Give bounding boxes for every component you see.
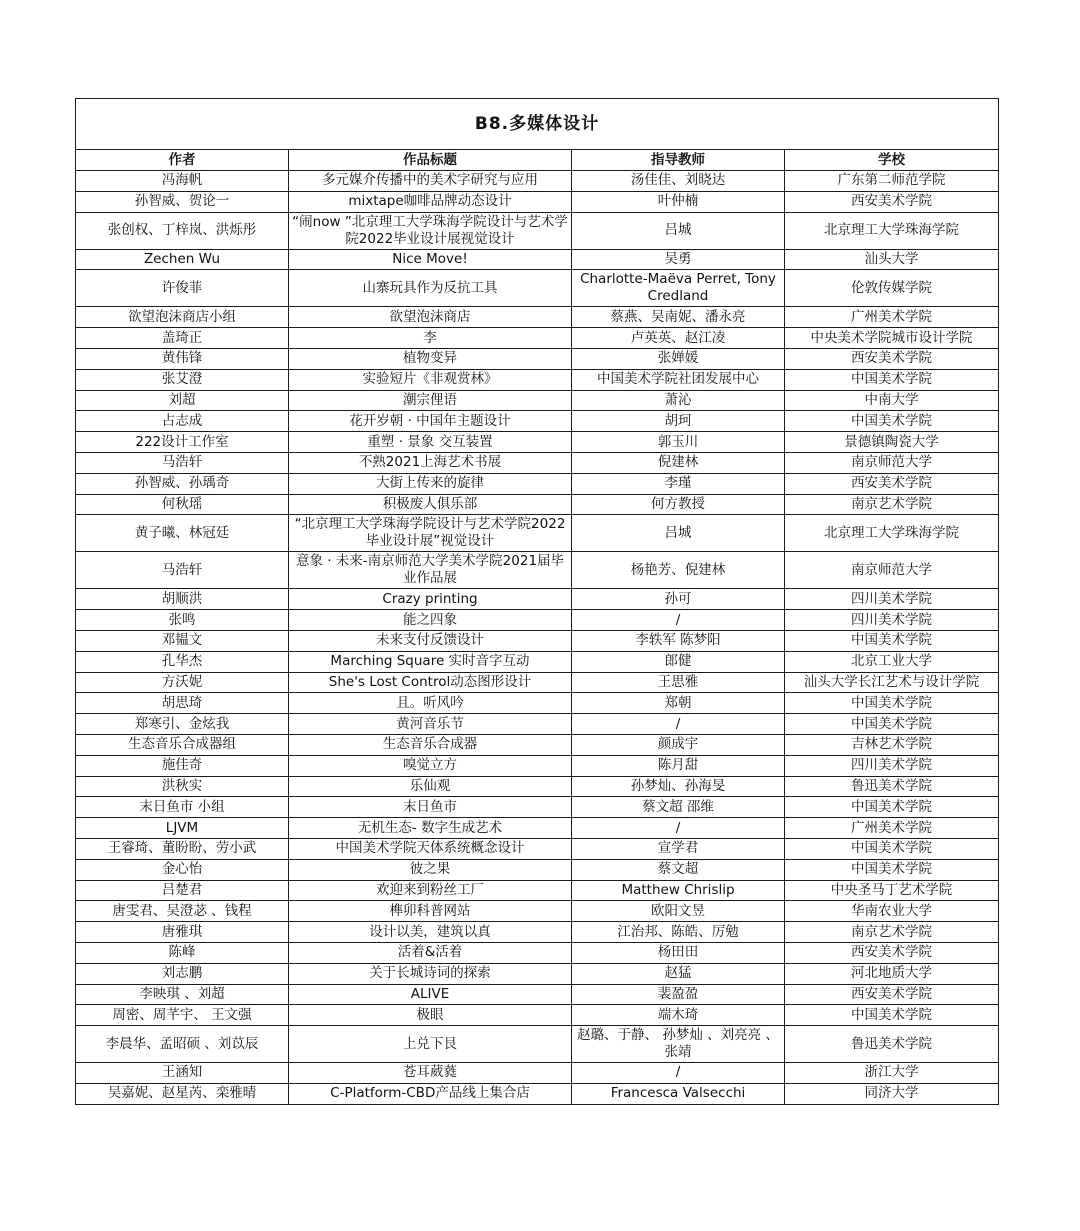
- advisor-cell: 吕城: [572, 212, 785, 249]
- school-cell: 河北地质大学: [785, 963, 999, 984]
- column-header-school: 学校: [785, 150, 999, 171]
- table-row: [76, 1083, 999, 1104]
- author-cell: 孙智威、孙瑀奇: [76, 473, 289, 494]
- author-cell: 周密、周芊宇、 王文强: [76, 1005, 289, 1026]
- author-cell: 金心怡: [76, 859, 289, 880]
- work-title-cell: 黄河音乐节: [289, 714, 572, 735]
- author-cell: 马浩轩: [76, 452, 289, 473]
- author-cell: 占志成: [76, 411, 289, 432]
- school-cell: 西安美术学院: [785, 473, 999, 494]
- school-cell: 北京理工大学珠海学院: [785, 212, 999, 249]
- table-row: [76, 880, 999, 901]
- school-cell: 南京师范大学: [785, 552, 999, 589]
- advisor-cell: 张婵媛: [572, 348, 785, 369]
- table-row: [76, 797, 999, 818]
- work-title-cell: 花开岁朝 · 中国年主题设计: [289, 411, 572, 432]
- table-row: [76, 348, 999, 369]
- table-row: [76, 552, 999, 589]
- work-title-cell: 嗅觉立方: [289, 755, 572, 776]
- school-cell: 中国美术学院: [785, 693, 999, 714]
- advisor-cell: 杨艳芳、倪建林: [572, 552, 785, 589]
- advisor-cell: 孙梦灿、孙海旻: [572, 776, 785, 797]
- school-cell: 广州美术学院: [785, 818, 999, 839]
- author-cell: 王睿琦、董盼盼、劳小武: [76, 838, 289, 859]
- school-cell: 南京艺术学院: [785, 494, 999, 515]
- school-cell: 四川美术学院: [785, 589, 999, 610]
- advisor-cell: 吴勇: [572, 249, 785, 270]
- work-title-cell: 欲望泡沫商店: [289, 307, 572, 328]
- author-cell: 孙智威、贺论一: [76, 191, 289, 212]
- work-title-cell: 不熟2021上海艺术书展: [289, 452, 572, 473]
- table-row: [76, 984, 999, 1005]
- school-cell: 景德镇陶瓷大学: [785, 432, 999, 453]
- advisor-cell: 汤佳佳、刘晓达: [572, 171, 785, 192]
- school-cell: 中国美术学院: [785, 369, 999, 390]
- author-cell: 王涵知: [76, 1063, 289, 1084]
- work-title-cell: Crazy printing: [289, 589, 572, 610]
- author-cell: 黄伟锋: [76, 348, 289, 369]
- author-cell: 张鸣: [76, 610, 289, 631]
- advisor-cell: 王思雅: [572, 672, 785, 693]
- advisor-cell: Charlotte-Maëva Perret, Tony Credland: [572, 270, 785, 307]
- table-title: B8.多媒体设计: [76, 99, 999, 150]
- author-cell: 许俊菲: [76, 270, 289, 307]
- author-cell: 李晨华、孟昭硕 、刘苡辰: [76, 1026, 289, 1063]
- author-cell: 邓韫文: [76, 630, 289, 651]
- author-cell: 施佳奇: [76, 755, 289, 776]
- advisor-cell: 郎健: [572, 651, 785, 672]
- table-row: [76, 452, 999, 473]
- author-cell: 盖琦正: [76, 328, 289, 349]
- advisor-cell: 叶仲楠: [572, 191, 785, 212]
- school-cell: 伦敦传媒学院: [785, 270, 999, 307]
- school-cell: 中央圣马丁艺术学院: [785, 880, 999, 901]
- advisor-cell: 赵猛: [572, 963, 785, 984]
- work-title-cell: She's Lost Control动态图形设计: [289, 672, 572, 693]
- work-title-cell: 植物变异: [289, 348, 572, 369]
- advisor-cell: 胡珂: [572, 411, 785, 432]
- table-row: [76, 901, 999, 922]
- author-cell: 刘超: [76, 390, 289, 411]
- work-title-cell: 上兑下艮: [289, 1026, 572, 1063]
- school-cell: 西安美术学院: [785, 984, 999, 1005]
- table-row: [76, 473, 999, 494]
- table-row: [76, 859, 999, 880]
- advisor-cell: 何方教授: [572, 494, 785, 515]
- advisor-cell: /: [572, 610, 785, 631]
- table-row: [76, 838, 999, 859]
- advisor-cell: 吕城: [572, 515, 785, 552]
- table-row: [76, 942, 999, 963]
- author-cell: 吕楚君: [76, 880, 289, 901]
- school-cell: 中国美术学院: [785, 411, 999, 432]
- author-cell: 洪秋实: [76, 776, 289, 797]
- advisor-cell: 颜成宇: [572, 734, 785, 755]
- advisor-cell: 欧阳文昱: [572, 901, 785, 922]
- table-row: [76, 390, 999, 411]
- table-row: [76, 589, 999, 610]
- school-cell: 四川美术学院: [785, 755, 999, 776]
- work-title-cell: 极眼: [289, 1005, 572, 1026]
- school-cell: 广东第二师范学院: [785, 171, 999, 192]
- author-cell: 冯海帆: [76, 171, 289, 192]
- school-cell: 中国美术学院: [785, 859, 999, 880]
- table-row: [76, 922, 999, 943]
- work-title-cell: Marching Square 实时音字互动: [289, 651, 572, 672]
- work-title-cell: 苍耳葳蕤: [289, 1063, 572, 1084]
- table-row: [76, 963, 999, 984]
- work-title-cell: 关于长城诗词的探索: [289, 963, 572, 984]
- table-row: [76, 432, 999, 453]
- school-cell: 华南农业大学: [785, 901, 999, 922]
- work-title-cell: 重塑 · 景象 交互装置: [289, 432, 572, 453]
- header-row: [76, 150, 999, 171]
- advisor-cell: 江治邦、陈皓、厉勉: [572, 922, 785, 943]
- work-title-cell: 乐仙观: [289, 776, 572, 797]
- author-cell: 方沃妮: [76, 672, 289, 693]
- table-row: [76, 515, 999, 552]
- author-cell: 何秋瑶: [76, 494, 289, 515]
- author-cell: 生态音乐合成器组: [76, 734, 289, 755]
- table-row: [76, 672, 999, 693]
- work-title-cell: 能之四象: [289, 610, 572, 631]
- advisor-cell: 中国美术学院社团发展中心: [572, 369, 785, 390]
- work-title-cell: 山寨玩具作为反抗工具: [289, 270, 572, 307]
- advisor-cell: Matthew Chrislip: [572, 880, 785, 901]
- advisor-cell: 孙可: [572, 589, 785, 610]
- work-title-cell: 大街上传来的旋律: [289, 473, 572, 494]
- work-title-cell: 彼之果: [289, 859, 572, 880]
- work-title-cell: 生态音乐合成器: [289, 734, 572, 755]
- school-cell: 西安美术学院: [785, 191, 999, 212]
- work-title-cell: ALIVE: [289, 984, 572, 1005]
- table-row: [76, 714, 999, 735]
- school-cell: 南京师范大学: [785, 452, 999, 473]
- advisor-cell: 陈月甜: [572, 755, 785, 776]
- work-title-cell: 设计以美，建筑以真: [289, 922, 572, 943]
- table-row: [76, 818, 999, 839]
- school-cell: 中南大学: [785, 390, 999, 411]
- work-title-cell: “北京理工大学珠海学院设计与艺术学院2022毕业设计展”视觉设计: [289, 515, 572, 552]
- table-row: [76, 270, 999, 307]
- author-cell: 胡思琦: [76, 693, 289, 714]
- advisor-cell: 裴盈盈: [572, 984, 785, 1005]
- work-title-cell: 榫卯科普网站: [289, 901, 572, 922]
- work-title-cell: 意象 · 未来-南京师范大学美术学院2021届毕业作品展: [289, 552, 572, 589]
- table-row: [76, 328, 999, 349]
- author-cell: 刘志鹏: [76, 963, 289, 984]
- work-title-cell: 活着&活着: [289, 942, 572, 963]
- author-cell: 马浩轩: [76, 552, 289, 589]
- author-cell: 陈峰: [76, 942, 289, 963]
- table-row: [76, 171, 999, 192]
- advisor-cell: Francesca Valsecchi: [572, 1083, 785, 1104]
- work-title-cell: Nice Move!: [289, 249, 572, 270]
- school-cell: 中央美术学院城市设计学院: [785, 328, 999, 349]
- author-cell: 张艾澄: [76, 369, 289, 390]
- author-cell: 欲望泡沫商店小组: [76, 307, 289, 328]
- author-cell: 胡顺洪: [76, 589, 289, 610]
- table-row: [76, 212, 999, 249]
- advisor-cell: 端木琦: [572, 1005, 785, 1026]
- work-title-cell: “闹now ”北京理工大学珠海学院设计与艺术学院2022毕业设计展视觉设计: [289, 212, 572, 249]
- school-cell: 浙江大学: [785, 1063, 999, 1084]
- author-cell: 孔华杰: [76, 651, 289, 672]
- advisor-cell: 杨田田: [572, 942, 785, 963]
- school-cell: 中国美术学院: [785, 630, 999, 651]
- advisor-cell: 倪建林: [572, 452, 785, 473]
- author-cell: Zechen Wu: [76, 249, 289, 270]
- school-cell: 中国美术学院: [785, 797, 999, 818]
- school-cell: 中国美术学院: [785, 1005, 999, 1026]
- work-title-cell: mixtape咖啡品牌动态设计: [289, 191, 572, 212]
- school-cell: 南京艺术学院: [785, 922, 999, 943]
- work-title-cell: 李: [289, 328, 572, 349]
- advisor-cell: 赵璐、于静、 孙梦灿 、刘亮亮 、张靖: [572, 1026, 785, 1063]
- school-cell: 四川美术学院: [785, 610, 999, 631]
- author-cell: 郑寒引、金炫我: [76, 714, 289, 735]
- school-cell: 中国美术学院: [785, 714, 999, 735]
- advisor-cell: 郑朝: [572, 693, 785, 714]
- advisor-cell: /: [572, 818, 785, 839]
- table-row: [76, 369, 999, 390]
- column-header-author: 作者: [76, 150, 289, 171]
- advisor-cell: 萧沁: [572, 390, 785, 411]
- school-cell: 吉林艺术学院: [785, 734, 999, 755]
- table-row: [76, 494, 999, 515]
- table-body: [76, 171, 999, 1105]
- column-header-advisor: 指导教师: [572, 150, 785, 171]
- advisor-cell: 蔡文超: [572, 859, 785, 880]
- table-row: [76, 191, 999, 212]
- author-cell: 黄子曦、林冠廷: [76, 515, 289, 552]
- advisor-cell: /: [572, 714, 785, 735]
- advisor-cell: 李轶军 陈梦阳: [572, 630, 785, 651]
- work-title-cell: 多元媒介传播中的美术字研究与应用: [289, 171, 572, 192]
- table-row: [76, 307, 999, 328]
- table-row: [76, 610, 999, 631]
- school-cell: 西安美术学院: [785, 942, 999, 963]
- work-title-cell: 实验短片《非观赏林》: [289, 369, 572, 390]
- school-cell: 西安美术学院: [785, 348, 999, 369]
- school-cell: 汕头大学: [785, 249, 999, 270]
- table-row: [76, 1063, 999, 1084]
- author-cell: 张创权、丁梓岚、洪烁彤: [76, 212, 289, 249]
- table-row: [76, 411, 999, 432]
- work-title-cell: 未来支付反馈设计: [289, 630, 572, 651]
- advisor-cell: 宣学君: [572, 838, 785, 859]
- work-title-cell: 无机生态- 数字生成艺术: [289, 818, 572, 839]
- table-row: [76, 734, 999, 755]
- table-row: [76, 1005, 999, 1026]
- school-cell: 北京工业大学: [785, 651, 999, 672]
- table-row: [76, 651, 999, 672]
- advisor-cell: 蔡燕、吴南妮、潘永亮: [572, 307, 785, 328]
- table-row: [76, 755, 999, 776]
- school-cell: 鲁迅美术学院: [785, 776, 999, 797]
- author-cell: 李映琪 、刘超: [76, 984, 289, 1005]
- advisor-cell: /: [572, 1063, 785, 1084]
- work-title-cell: C-Platform-CBD产品线上集合店: [289, 1083, 572, 1104]
- table-row: [76, 693, 999, 714]
- author-cell: 222设计工作室: [76, 432, 289, 453]
- advisor-cell: 卢英英、赵江凌: [572, 328, 785, 349]
- work-title-cell: 末日鱼市: [289, 797, 572, 818]
- advisor-cell: 蔡文超 邵维: [572, 797, 785, 818]
- author-cell: 唐雯君、吴澄苾 、钱程: [76, 901, 289, 922]
- column-header-work-title: 作品标题: [289, 150, 572, 171]
- award-table: [75, 98, 999, 1105]
- table-row: [76, 630, 999, 651]
- author-cell: 唐雅琪: [76, 922, 289, 943]
- school-cell: 鲁迅美术学院: [785, 1026, 999, 1063]
- work-title-cell: 中国美术学院天体系统概念设计: [289, 838, 572, 859]
- table-row: [76, 249, 999, 270]
- table-row: [76, 776, 999, 797]
- author-cell: 末日鱼市 小组: [76, 797, 289, 818]
- author-cell: 吴嘉妮、赵星芮、栾雅晴: [76, 1083, 289, 1104]
- author-cell: LJVM: [76, 818, 289, 839]
- work-title-cell: 积极废人俱乐部: [289, 494, 572, 515]
- school-cell: 同济大学: [785, 1083, 999, 1104]
- advisor-cell: 李瑾: [572, 473, 785, 494]
- work-title-cell: 欢迎来到粉丝工厂: [289, 880, 572, 901]
- school-cell: 中国美术学院: [785, 838, 999, 859]
- school-cell: 北京理工大学珠海学院: [785, 515, 999, 552]
- work-title-cell: 且。听风吟: [289, 693, 572, 714]
- work-title-cell: 潮宗俚语: [289, 390, 572, 411]
- school-cell: 广州美术学院: [785, 307, 999, 328]
- advisor-cell: 郭玉川: [572, 432, 785, 453]
- table-row: [76, 1026, 999, 1063]
- school-cell: 汕头大学长江艺术与设计学院: [785, 672, 999, 693]
